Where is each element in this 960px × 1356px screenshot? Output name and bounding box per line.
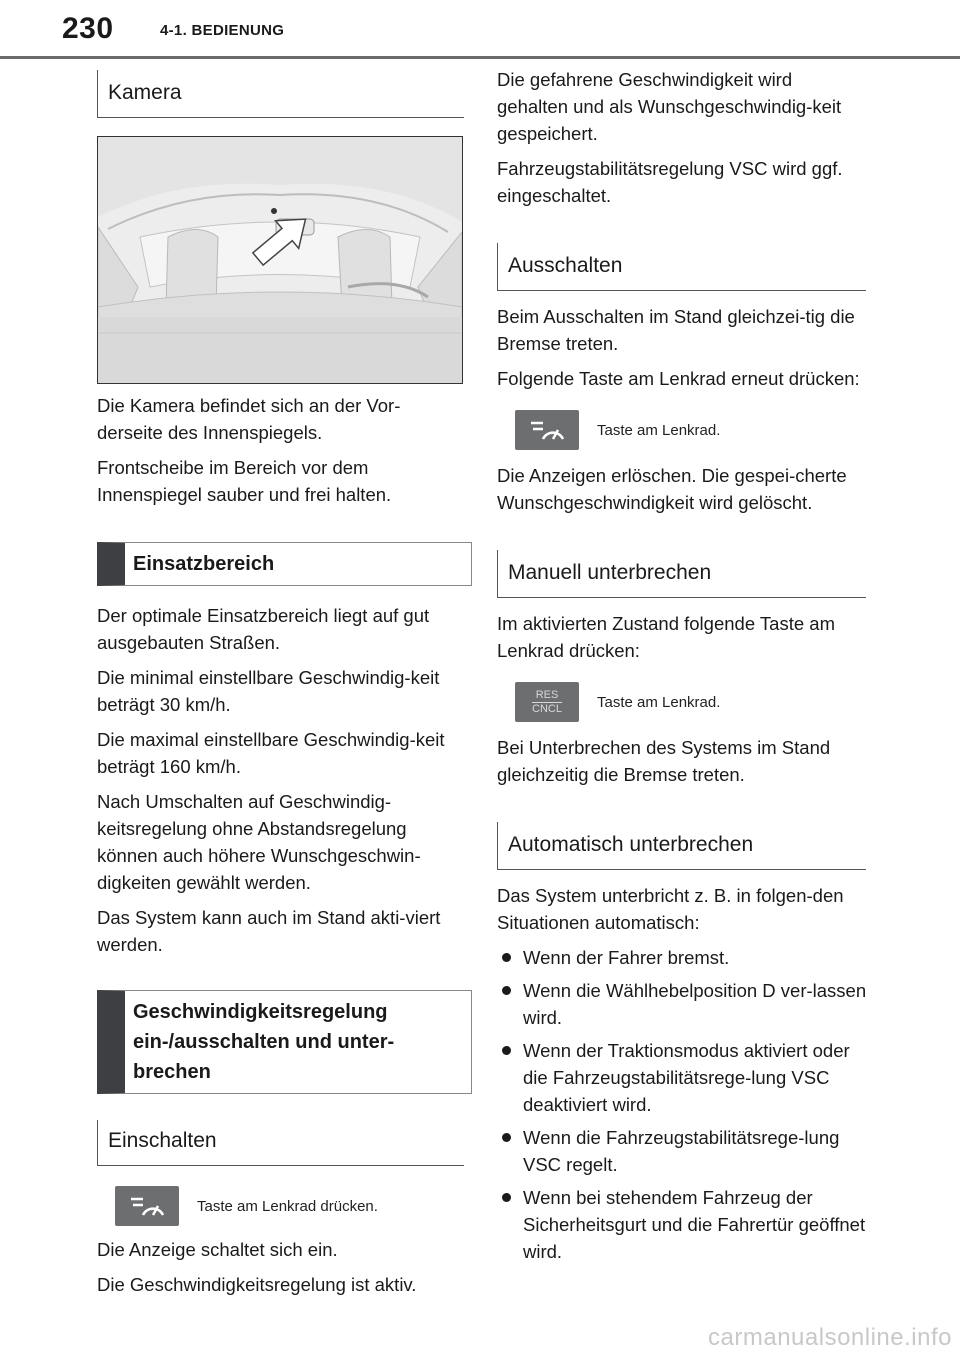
range-text — [97, 602, 465, 958]
paragraph: Frontscheibe im Bereich vor dem Innenspiegel sauber und frei halten. — [97, 457, 392, 505]
paragraph: Die Kamera befindet sich an der Vor-derseite des Innenspiegels. — [97, 395, 401, 443]
button-caption: Taste am Lenkrad drücken. — [197, 1197, 378, 1215]
intro-text — [497, 66, 867, 209]
list-item — [497, 944, 867, 971]
page-number: 230 — [62, 12, 114, 45]
paragraph: Die minimal einstellbare Geschwindig-keit beträgt 30 km/h. — [97, 667, 440, 715]
heading-geschwindigkeitsregelung-text: Geschwindigkeitsregelung ein-/ausschalten und unter-brechen — [133, 1001, 395, 1083]
paragraph: Das System unterbricht z. B. in folgen-den Situationen automatisch: — [497, 885, 844, 933]
bullet-icon — [502, 1046, 511, 1055]
left-column — [97, 70, 465, 1298]
cruise-button-row — [115, 1186, 465, 1226]
cruise-control-button[interactable] — [115, 1186, 179, 1226]
res-label: RES — [535, 688, 559, 701]
cncl-label: CNCL — [532, 702, 562, 715]
car-interior-illustration — [98, 137, 462, 383]
bullet-icon — [502, 986, 511, 995]
paragraph: Im aktivierten Zustand folgende Taste am Lenkrad drücken: — [497, 613, 835, 661]
paragraph: Die Anzeigen erlöschen. Die gespei-cherte Wunschgeschwindigkeit wird gelöscht. — [497, 465, 847, 513]
paragraph: Die maximal einstellbare Geschwindig-keit beträgt 160 km/h. — [97, 729, 445, 777]
camera-text — [97, 392, 465, 508]
switch-on-text — [97, 1236, 465, 1298]
heading-manuell-unterbrechen — [497, 550, 866, 598]
cruise-control-button[interactable] — [515, 410, 579, 450]
paragraph: Nach Umschalten auf Geschwindig-keitsregelung ohne Abstandsregelung können auch höhere Wunschgeschwin-digkeiten gewählt werden. — [97, 791, 421, 893]
heading-ausschalten-text: Ausschalten — [508, 254, 623, 277]
interrupt-conditions-list — [497, 944, 867, 1265]
bullet-icon — [502, 953, 511, 962]
cruise-control-icon — [527, 417, 567, 443]
paragraph: Die Geschwindigkeitsregelung ist aktiv. — [97, 1274, 417, 1295]
right-column — [497, 66, 867, 1265]
paragraph: Fahrzeugstabilitätsregelung VSC wird ggf. eingeschaltet. — [497, 158, 843, 206]
heading-manuell-unterbrechen-text: Manuell unterbrechen — [508, 561, 712, 584]
paragraph: Der optimale Einsatzbereich liegt auf gut ausgebauten Straßen. — [97, 605, 430, 653]
heading-einsatzbereich — [97, 542, 472, 586]
heading-ausschalten — [497, 243, 866, 291]
paragraph: Folgende Taste am Lenkrad erneut drücken: — [497, 368, 860, 389]
bullet-icon — [502, 1193, 511, 1202]
heading-einsatzbereich-text: Einsatzbereich — [133, 553, 275, 575]
heading-automatisch-unterbrechen — [497, 822, 866, 870]
paragraph: Das System kann auch im Stand akti-viert werden. — [97, 907, 441, 955]
heading-kamera — [97, 70, 464, 118]
list-item — [497, 1124, 867, 1178]
header-rule — [0, 56, 960, 59]
button-caption: Taste am Lenkrad. — [597, 421, 721, 439]
list-item-text: Wenn die Fahrzeugstabilitätsrege-lung VSC regelt. — [523, 1127, 840, 1175]
list-item — [497, 977, 867, 1031]
section-title: 4-1. BEDIENUNG — [160, 22, 285, 39]
heading-geschwindigkeitsregelung — [97, 990, 472, 1094]
list-item-text: Wenn der Fahrer bremst. — [523, 947, 730, 968]
paragraph: Beim Ausschalten im Stand gleichzei-tig die Bremse treten. — [497, 306, 855, 354]
heading-automatisch-unterbrechen-text: Automatisch unterbrechen — [508, 833, 754, 856]
button-caption: Taste am Lenkrad. — [597, 693, 721, 711]
heading-einschalten-text: Einschalten — [108, 1129, 217, 1152]
camera-figure — [97, 136, 463, 384]
heading-kamera-text: Kamera — [108, 81, 182, 104]
cruise-control-icon — [127, 1193, 167, 1219]
res-cncl-button[interactable] — [515, 682, 579, 722]
cruise-off-button-row — [515, 410, 867, 450]
list-item-text: Wenn bei stehendem Fahrzeug der Sicherheitsgurt und die Fahrertür geöffnet wird. — [523, 1187, 866, 1262]
switch-off-text — [497, 303, 867, 392]
heading-einschalten — [97, 1120, 464, 1166]
paragraph: Die gefahrene Geschwindigkeit wird gehalten und als Wunschgeschwindig-keit gespeichert. — [497, 69, 842, 144]
list-item-text: Wenn die Wählhebelposition D ver-lassen wird. — [523, 980, 867, 1028]
list-item — [497, 1184, 867, 1265]
watermark: carmanualsonline.info — [708, 1324, 952, 1351]
list-item-text: Wenn der Traktionsmodus aktiviert oder die Fahrzeugstabilitätsrege-lung VSC deaktiviert wird. — [523, 1040, 850, 1115]
bullet-icon — [502, 1133, 511, 1142]
paragraph: Die Anzeige schaltet sich ein. — [97, 1239, 338, 1260]
list-item — [497, 1037, 867, 1118]
paragraph: Bei Unterbrechen des Systems im Stand gleichzeitig die Bremse treten. — [497, 737, 831, 785]
res-cncl-button-row — [515, 682, 867, 722]
